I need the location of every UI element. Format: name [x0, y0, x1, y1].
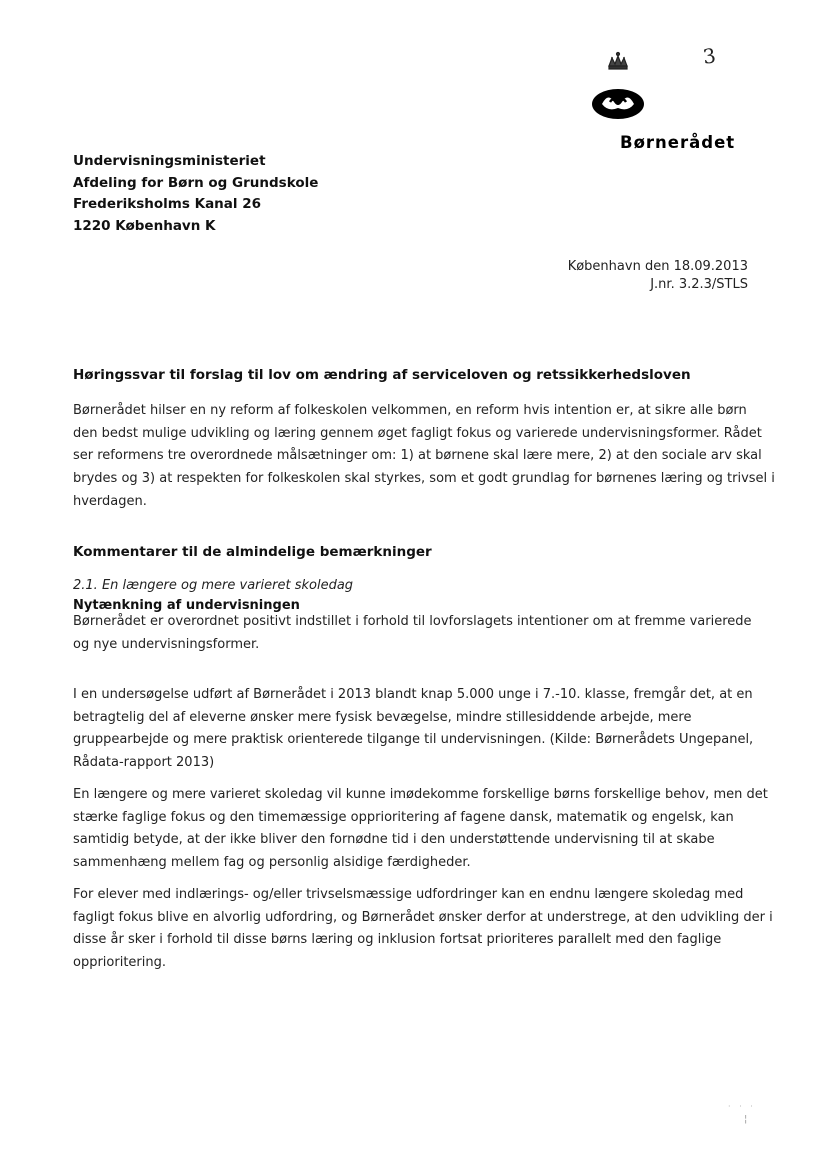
- paragraph-line: opprioritering.: [73, 955, 166, 971]
- paragraph-line: samtidig betyde, at der ikke bliver den fornødne tid i den understøttende undervisning til at skabe: [73, 832, 715, 848]
- date-line: København den 18.09.2013: [567, 259, 748, 274]
- section-paragraph-1: [73, 611, 752, 656]
- paragraph-line: betragtelig del af eleverne ønsker mere fysisk bevægelse, mindre stillesiddende arbejde, mere: [73, 709, 692, 725]
- handwritten-page-number: 3: [701, 43, 718, 69]
- paragraph-line: Rådata-rapport 2013): [73, 755, 215, 771]
- paragraph-line: For elever med indlærings- og/eller trivselsmæssige udfordringer kan en endnu længere skoledag med: [73, 887, 744, 902]
- paragraph-line: disse år sker i forhold til disse børns læring og inklusion fortsat prioriteres parallelt med den faglige: [73, 932, 722, 948]
- recipient-line: Afdeling for Børn og Grundskole: [73, 174, 319, 191]
- paragraph-line: fagligt fokus blive en alvorlig udfordring, og Børnerådet ønsker derfor at understrege, at den udvikling der i: [73, 909, 773, 925]
- scan-artifact: ¦: [744, 1114, 748, 1125]
- section-paragraph-3: [73, 784, 768, 875]
- date-block: [568, 258, 748, 294]
- section-subtitle: Nytænkning af undervisningen: [73, 598, 300, 613]
- paragraph-line: brydes og 3) at respekten for folkeskolen skal styrkes, som et godt grundlag for børnenes læring og trivsel i: [73, 471, 775, 487]
- paragraph-line: hverdagen.: [73, 493, 147, 509]
- recipient-line: Frederiksholms Kanal 26: [73, 196, 262, 212]
- scan-artifact: · · ·: [728, 1102, 756, 1111]
- paragraph-line: sammenhæng mellem fag og personlig alsidige færdigheder.: [73, 855, 471, 871]
- crown-emblem-icon: [588, 50, 648, 126]
- section-title: 2.1. En længere og mere varieret skoledag: [73, 578, 354, 593]
- paragraph-line: Børnerådet er overordnet positivt indstillet i forhold til lovforslagets intentioner om at fremme varierede: [73, 614, 752, 629]
- recipient-line: 1220 København K: [73, 217, 216, 234]
- paragraph-line: ser reformens tre overordnede målsætninger om: 1) at børnene skal lære mere, 2) at den sociale arv skal: [73, 448, 762, 464]
- section-paragraph-4: [73, 884, 773, 975]
- paragraph-line: stærke faglige fokus og den timemæssige opprioritering af fagene dansk, matematik og engelsk, kan: [73, 809, 734, 825]
- paragraph-line: En længere og mere varieret skoledag vil kunne imødekomme forskellige børns forskellige behov, men det: [73, 787, 768, 802]
- section-paragraph-2: [73, 684, 754, 775]
- paragraph-line: og nye undervisningsformer.: [73, 636, 260, 652]
- comments-heading: Kommentarer til de almindelige bemærkninger: [73, 544, 432, 560]
- paragraph-line: I en undersøgelse udført af Børnerådet i 2013 blandt knap 5.000 unge i 7.-10. klasse, fremgår det, at en: [73, 687, 753, 702]
- paragraph-line: den bedst mulige udvikling og læring gennem øget fagligt fokus og varierede undervisningsformer. Rådet: [73, 425, 762, 441]
- organization-name: Børnerådet: [620, 133, 736, 152]
- recipient-line: Undervisningsministeriet: [73, 153, 266, 169]
- subject-heading: Høringssvar til forslag til lov om ændring af serviceloven og retssikkerhedsloven: [73, 367, 691, 383]
- paragraph-line: gruppearbejde og mere praktisk orienterede tilgange til undervisningen. (Kilde: Børnerådets Ungepanel,: [73, 732, 754, 748]
- recipient-address: [73, 151, 318, 237]
- journal-number: J.nr. 3.2.3/STLS: [650, 277, 748, 292]
- intro-paragraph: [73, 400, 775, 514]
- paragraph-line: Børnerådet hilser en ny reform af folkeskolen velkommen, en reform hvis intention er, at sikre alle børn: [73, 403, 747, 418]
